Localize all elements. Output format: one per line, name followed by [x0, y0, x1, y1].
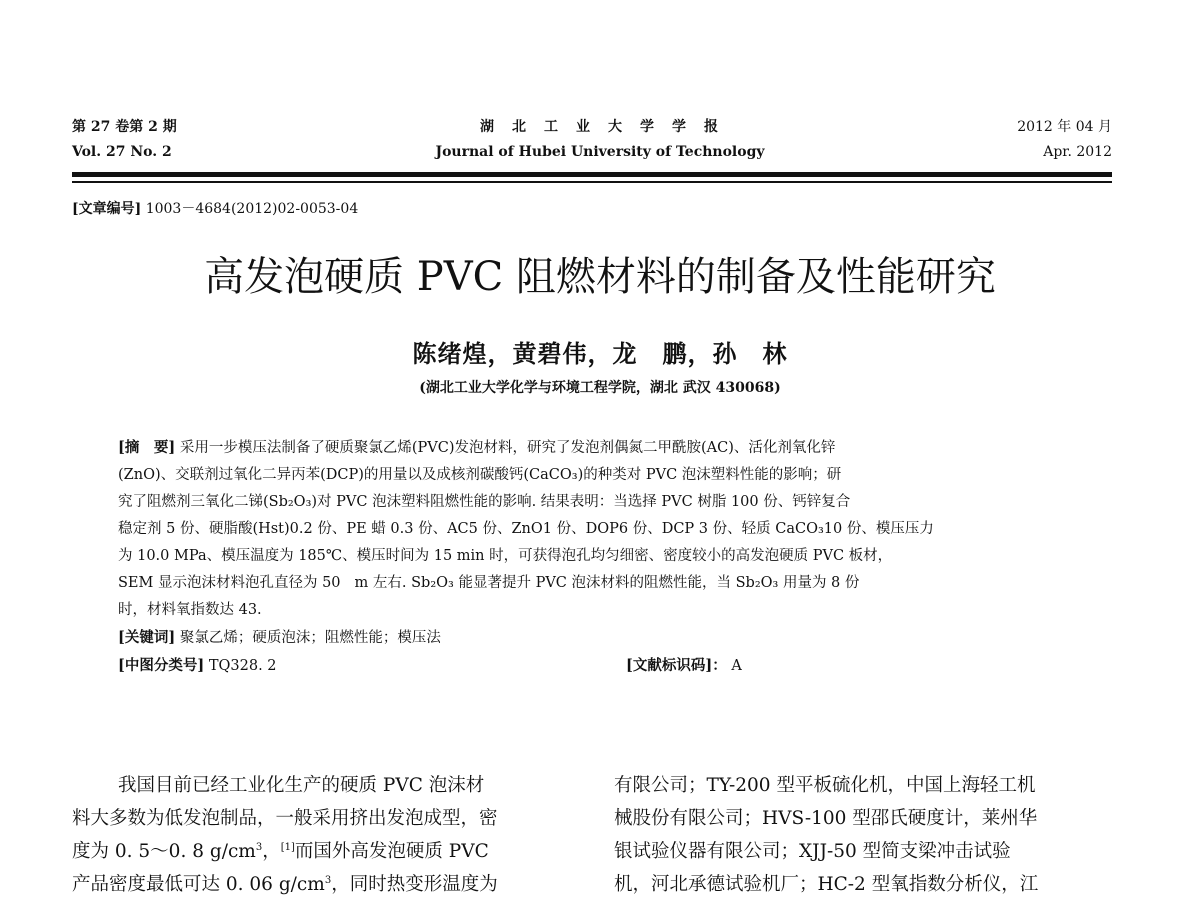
abstract-line: 究了阻燃剂三氧化二锑(Sb₂O₃)对 PVC 泡沫塑料阻燃性能的影响. 结果表明：当选择 PVC 树脂 100 份、钙锌复合: [118, 494, 851, 510]
date-cn: 2012 年 04 月: [1017, 119, 1112, 135]
abstract-line: [摘 要] 采用一步模压法制备了硬质聚氯乙烯(PVC)发泡材料，研究了发泡剂偶氮二甲酰胺(AC)、活化剂氧化锌: [118, 439, 836, 456]
doc-code: [626, 652, 742, 680]
body-right-column: [614, 769, 1119, 901]
date-en: Apr. 2012: [1043, 144, 1112, 160]
body-line: 产品密度最低可达 0. 06 $g/cm^3$，同时热变形温度为: [72, 874, 498, 895]
header-rule-thick: [72, 172, 1112, 177]
clc-value: TQ328. 2: [208, 658, 277, 674]
issue-cn: 第 27 卷第 2 期: [72, 119, 177, 135]
body-line: 度为 0. 5～0. 8 $g/cm^3$，[1]而国外高发泡硬质 PVC: [72, 841, 489, 862]
abstract-line: 时，材料氧指数达 43.: [118, 602, 262, 618]
keywords-line: [118, 624, 1078, 652]
citation-ref: [1]: [280, 841, 295, 853]
body-line: 机，河北承德试验机厂；HC-2 型氧指数分析仪，江: [614, 874, 1039, 895]
article-number-label: [文章编号]: [72, 201, 142, 217]
abstract-line: 稳定剂 5 份、硬脂酸(Hst)0.2 份、PE 蜡 0.3 份、AC5 份、ZnO1 份、DOP6 份、DCP 3 份、轻质 CaCO₃10 份、模压压力: [118, 521, 934, 537]
abstract-line: (ZnO)、交联剂过氧化二异丙苯(DCP)的用量以及成核剂碳酸钙(CaCO₃)的种类对 PVC 泡沫塑料性能的影响；研: [118, 467, 842, 483]
body-line: 料大多数为低发泡制品，一般采用挤出发泡成型，密: [72, 808, 498, 829]
issue-en: Vol. 27 No. 2: [72, 144, 172, 160]
body-line: 我国目前已经工业化生产的硬质 PVC 泡沫材: [118, 775, 485, 796]
body-line: 银试验仪器有限公司；XJJ-50 型简支梁冲击试验: [614, 841, 1011, 862]
article-title: 高发泡硬质 PVC 阻燃材料的制备及性能研究: [204, 254, 996, 300]
clc-label: [中图分类号]: [118, 657, 205, 674]
body-line: 械股份有限公司；HVS-100 型邵氏硬度计，莱州华: [614, 808, 1038, 829]
article-number-value: 1003－4684(2012)02-0053-04: [145, 201, 359, 217]
header-rule-thin: [72, 181, 1112, 183]
journal-title-cn: 湖 北 工 业 大 学 学 报: [480, 119, 720, 135]
keywords-value: 聚氯乙烯；硬质泡沫；阻燃性能；模压法: [179, 630, 441, 646]
abstract-line: SEM 显示泡沫材料泡孔直径为 50 m 左右. Sb₂O₃ 能显著提升 PVC 泡沫材料的阻燃性能，当 Sb₂O₃ 用量为 8 份: [118, 575, 860, 591]
classification-line: [118, 652, 1078, 680]
doc-code-label: [文献标识码]：: [626, 657, 727, 674]
abstract-label: [摘 要]: [118, 439, 176, 456]
keywords-label: [关键词]: [118, 629, 176, 646]
authors: 陈绪煌，黄碧伟，龙 鹏，孙 林: [412, 339, 788, 368]
affiliation: (湖北工业大学化学与环境工程学院，湖北 武汉 430068): [419, 380, 781, 396]
abstract-line: 为 10.0 MPa、模压温度为 185℃、模压时间为 15 min 时，可获得泡孔均匀细密、密度较小的高发泡硬质 PVC 板材，: [118, 548, 893, 564]
article-number: [72, 198, 358, 218]
body-line: 有限公司；TY-200 型平板硫化机，中国上海轻工机: [614, 775, 1036, 796]
journal-title-en: Journal of Hubei University of Technology: [435, 144, 765, 160]
body-left-column: [72, 769, 577, 901]
abstract-block: [118, 434, 1078, 680]
doc-code-value: A: [731, 658, 742, 674]
